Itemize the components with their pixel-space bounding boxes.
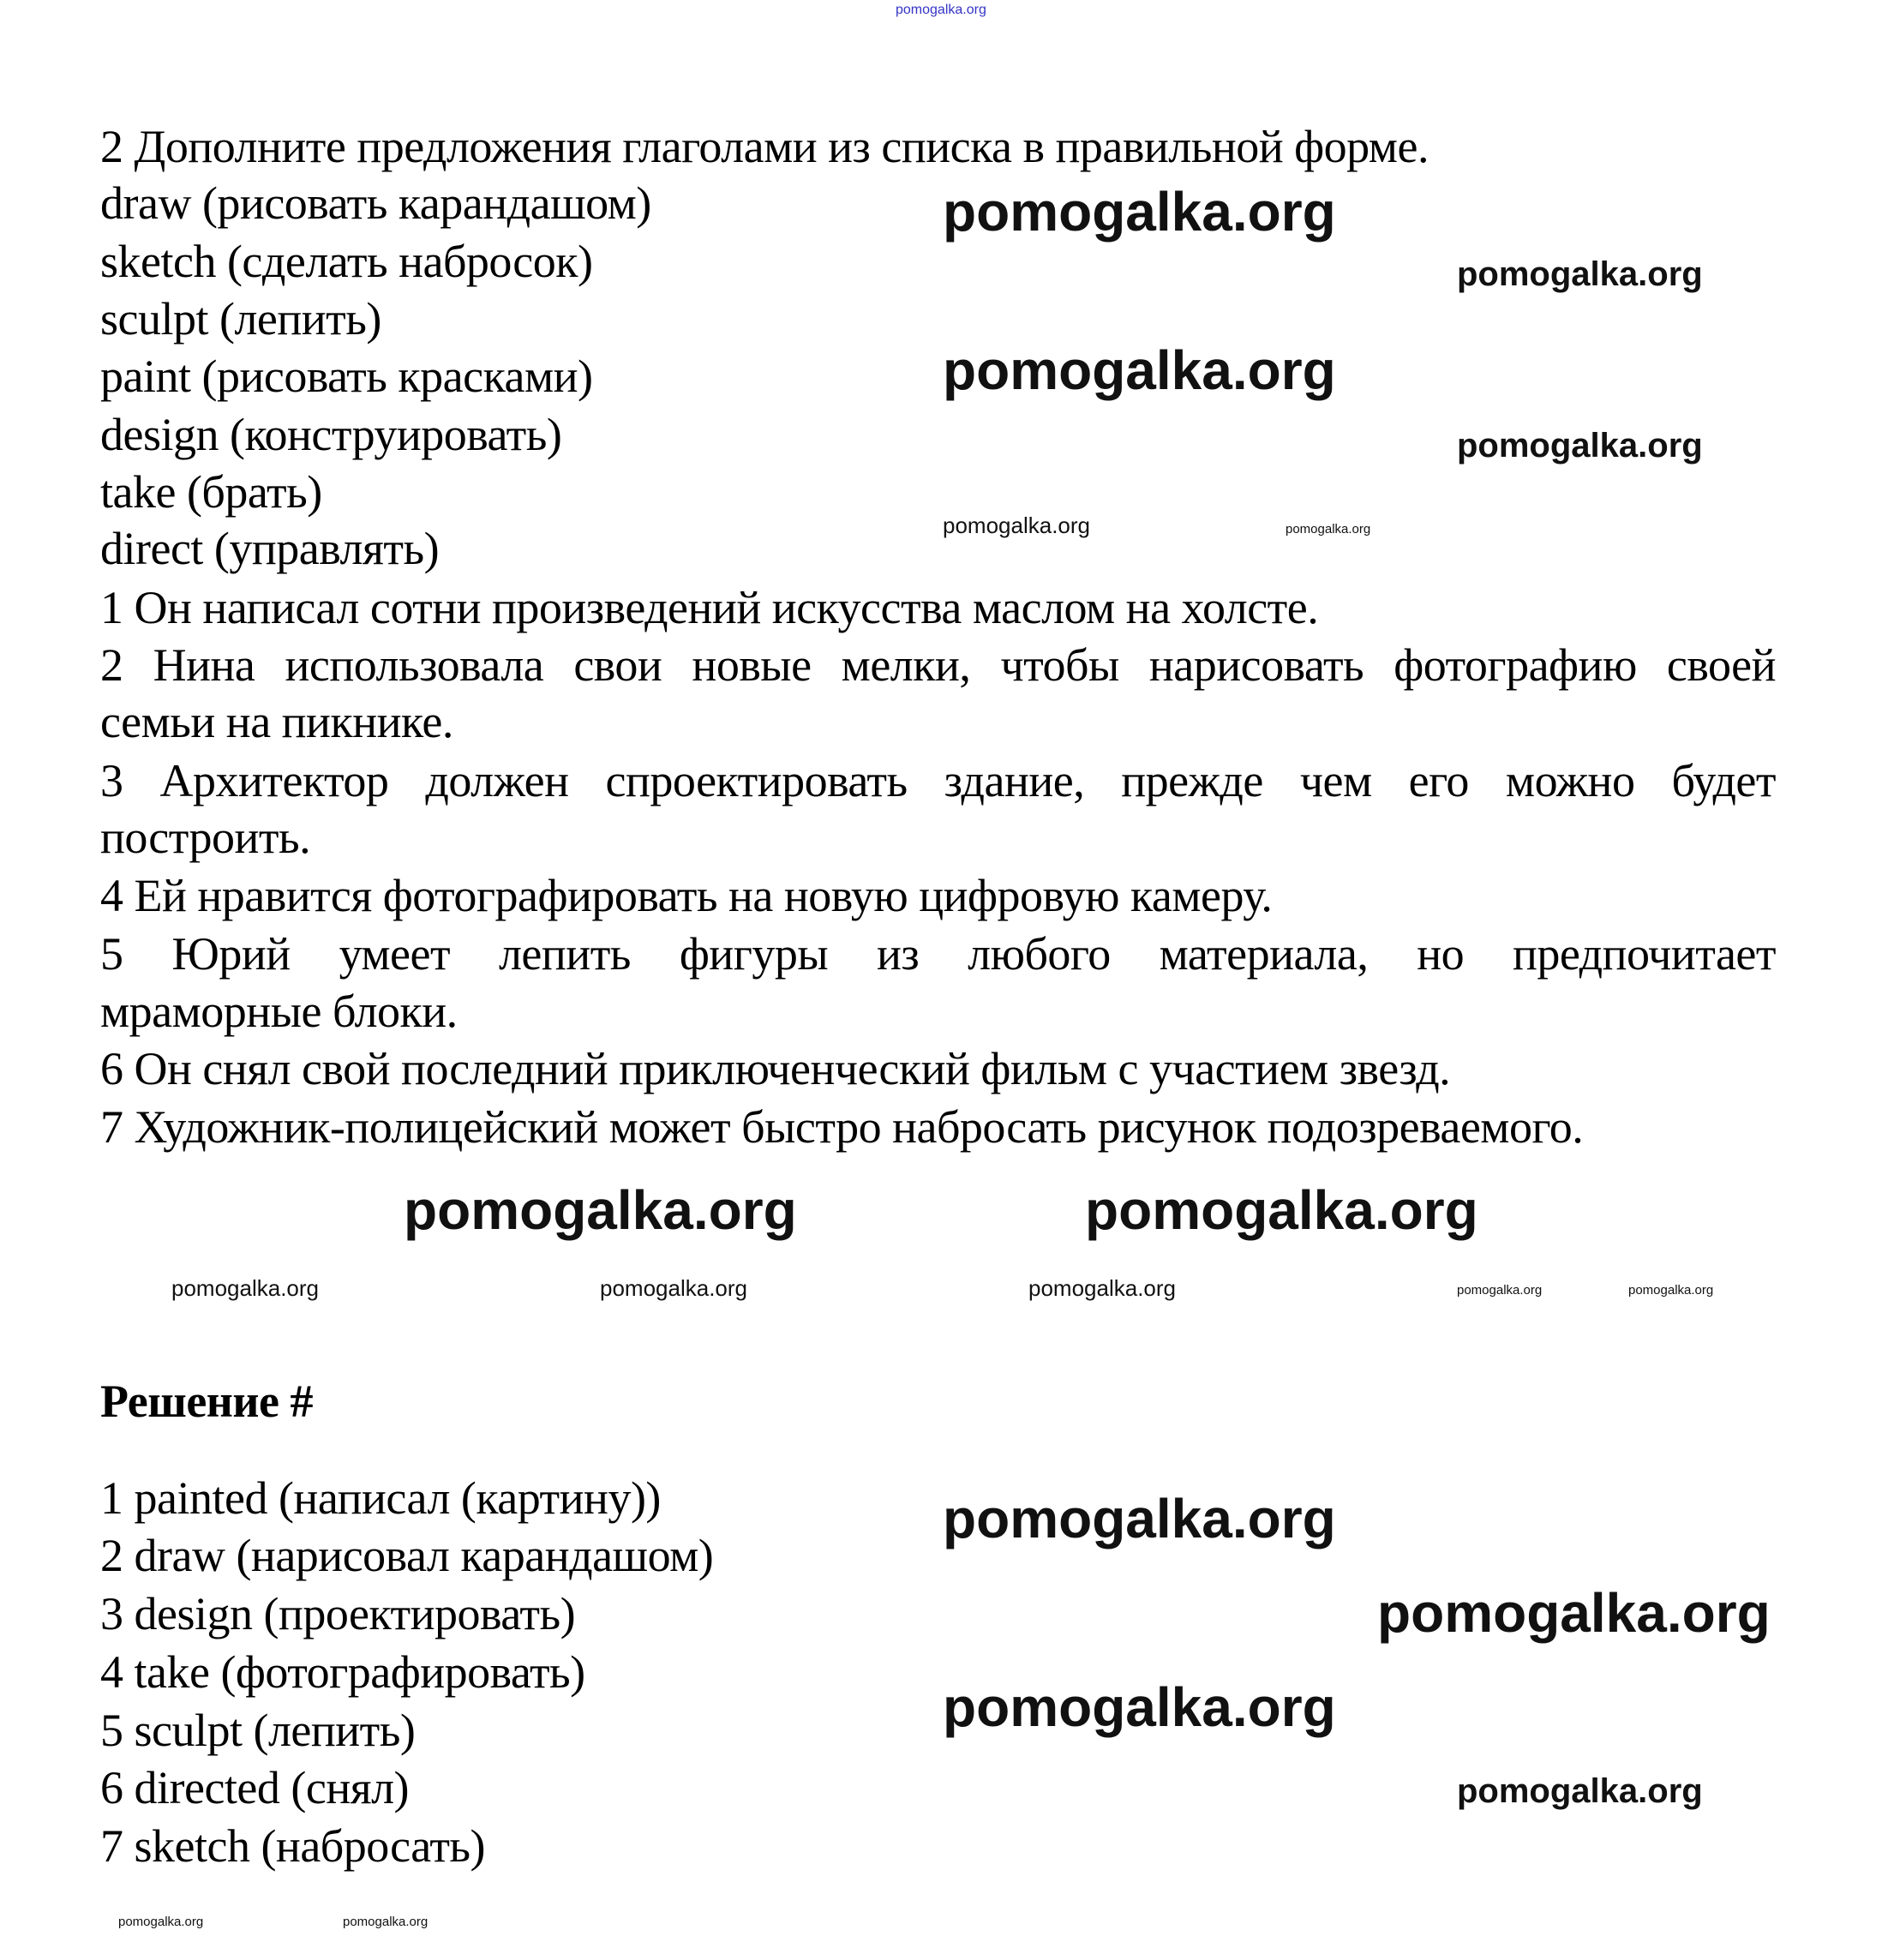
sentence-line: 6 Он снял свой последний приключенческий фильм с участием звезд.	[100, 1043, 1451, 1094]
watermark: pomogalka.org	[1457, 255, 1703, 293]
watermark: pomogalka.org	[1286, 522, 1371, 536]
answer-line: 1 painted (написал (картину))	[100, 1472, 661, 1524]
verb-list-item: design (конструировать)	[100, 409, 562, 460]
watermark: pomogalka.org	[1457, 427, 1703, 465]
watermark: pomogalka.org	[943, 181, 1336, 243]
watermark: pomogalka.org	[118, 1915, 204, 1929]
watermark: pomogalka.org	[1377, 1582, 1771, 1644]
sentence-line: мраморные блоки.	[100, 986, 458, 1037]
sentence-line: семьи на пикнике.	[100, 696, 453, 747]
verb-list-item: draw (рисовать карандашом)	[100, 177, 651, 229]
sentence-line: 3 Архитектор должен спроектировать здание, прежде чем его можно будет	[100, 755, 1776, 806]
watermark: pomogalka.org	[896, 3, 986, 17]
watermark: pomogalka.org	[1457, 1283, 1543, 1298]
answer-line: 7 sketch (набросать)	[100, 1820, 486, 1872]
watermark: pomogalka.org	[404, 1179, 797, 1241]
sentence-line: 7 Художник-полицейский может быстро набросать рисунок подозреваемого.	[100, 1101, 1584, 1153]
answer-line: 6 directed (снял)	[100, 1762, 410, 1813]
sentence-line: 4 Ей нравится фотографировать на новую цифровую камеру.	[100, 870, 1273, 921]
watermark: pomogalka.org	[1028, 1275, 1176, 1301]
answer-line: 3 design (проектировать)	[100, 1588, 576, 1639]
task-title: 2 Дополните предложения глаголами из списка в правильной форме.	[100, 121, 1429, 172]
watermark: pomogalka.org	[343, 1915, 429, 1929]
watermark: pomogalka.org	[943, 512, 1090, 538]
verb-list-item: paint (рисовать красками)	[100, 351, 593, 402]
answer-line: 2 draw (нарисовал карандашом)	[100, 1530, 714, 1581]
watermark: pomogalka.org	[943, 1488, 1336, 1549]
verb-list-item: sculpt (лепить)	[100, 293, 381, 345]
sentence-line: построить.	[100, 812, 311, 863]
verb-list-item: direct (управлять)	[100, 523, 440, 574]
watermark: pomogalka.org	[1628, 1283, 1714, 1298]
answer-line: 4 take (фотографировать)	[100, 1646, 585, 1698]
watermark: pomogalka.org	[1085, 1179, 1478, 1241]
solution-heading: Решение #	[100, 1376, 313, 1427]
watermark: pomogalka.org	[600, 1275, 747, 1301]
verb-list-item: sketch (сделать набросок)	[100, 236, 593, 287]
watermark: pomogalka.org	[943, 1676, 1336, 1738]
watermark: pomogalka.org	[943, 339, 1336, 401]
answer-line: 5 sculpt (лепить)	[100, 1705, 416, 1756]
verb-list-item: take (брать)	[100, 466, 322, 518]
watermark: pomogalka.org	[171, 1275, 319, 1301]
watermark: pomogalka.org	[1457, 1772, 1703, 1810]
sentence-line: 1 Он написал сотни произведений искусства маслом на холсте.	[100, 582, 1319, 633]
sentence-line: 2 Нина использовала свои новые мелки, чтобы нарисовать фотографию своей	[100, 639, 1776, 691]
sentence-line: 5 Юрий умеет лепить фигуры из любого материала, но предпочитает	[100, 928, 1776, 980]
